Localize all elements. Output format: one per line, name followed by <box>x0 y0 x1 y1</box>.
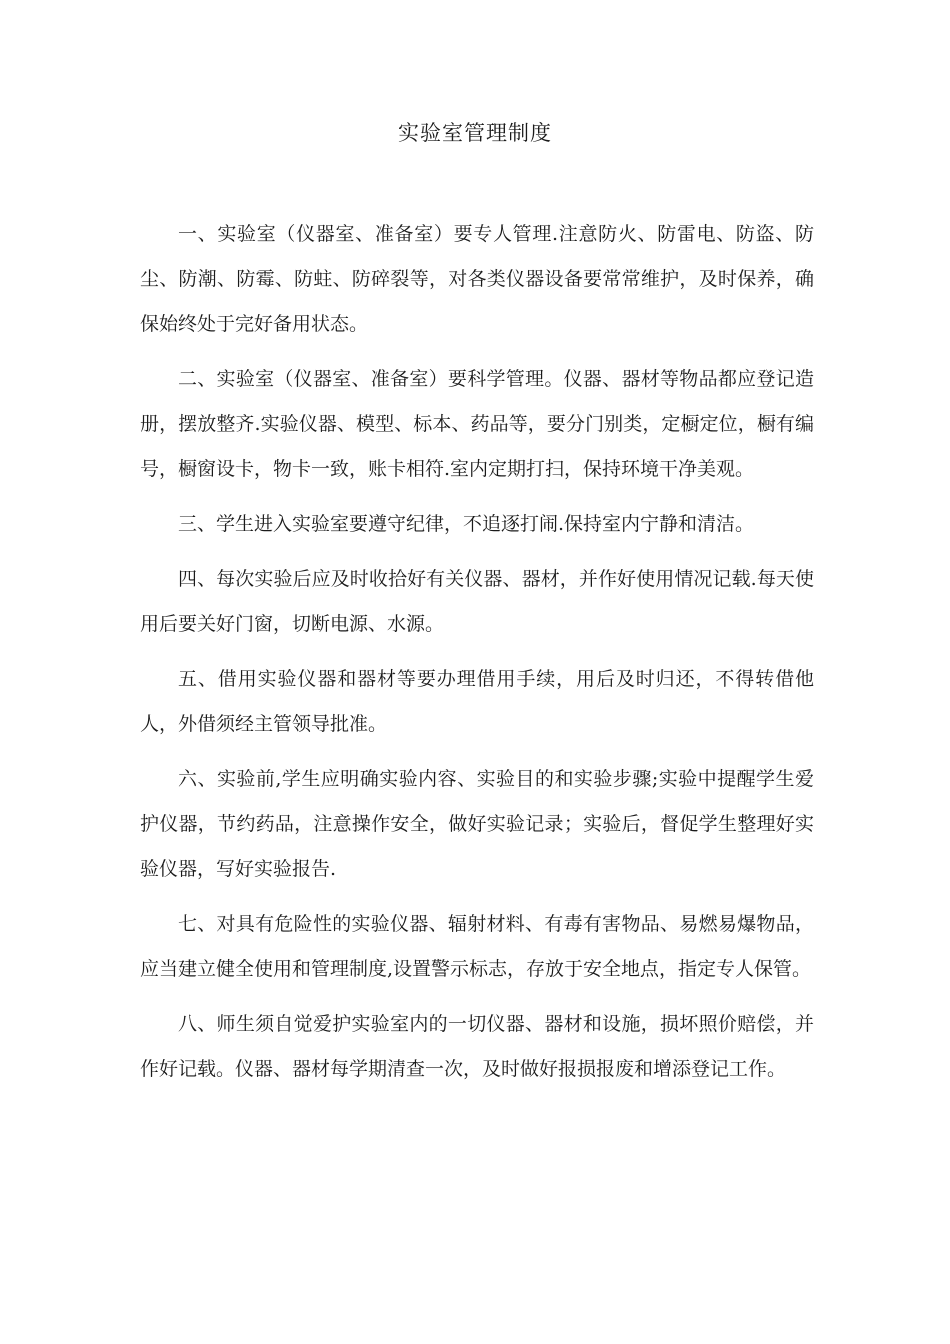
paragraph-8: 八、师生须自觉爱护实验室内的一切仪器、器材和设施，损坏照价赔偿，并作好记载。仪器、器材每学期清查一次，及时做好报损报废和增添登记工作。 <box>140 1013 814 1080</box>
paragraph-6: 六、实验前,学生应明确实验内容、实验目的和实验步骤;实验中提醒学生爱护仪器，节约药品，注意操作安全，做好实验记录；实验后，督促学生整理好实验仪器，写好实验报告. <box>140 768 814 880</box>
paragraph-5: 五、借用实验仪器和器材等要办理借用手续，用后及时归还，不得转借他人，外借须经主管领导批准。 <box>140 668 814 735</box>
paragraph-4: 四、每次实验后应及时收拾好有关仪器、器材，并作好使用情况记载.每天使用后要关好门窗，切断电源、水源。 <box>140 568 814 635</box>
paragraph-1: 一、实验室（仪器室、准备室）要专人管理.注意防火、防雷电、防盗、防尘、防潮、防霉、防蛀、防碎裂等，对各类仪器设备要常常维护，及时保养，确保始终处于完好备用状态。 <box>140 223 814 335</box>
paragraph-3: 三、学生进入实验室要遵守纪律，不追逐打闹.保持室内宁静和清洁。 <box>178 513 755 535</box>
document-title: 实验室管理制度 <box>398 121 552 145</box>
document-body <box>140 212 814 1102</box>
paragraph-7: 七、对具有危险性的实验仪器、辐射材料、有毒有害物品、易燃易爆物品，应当建立健全使用和管理制度,设置警示标志，存放于安全地点，指定专人保管。 <box>140 913 814 980</box>
paragraph-2: 二、实验室（仪器室、准备室）要科学管理。仪器、器材等物品都应登记造册，摆放整齐.实验仪器、模型、标本、药品等，要分门别类，定橱定位，橱有编号，橱窗设卡，物卡一致，账卡相符.室内定期打扫，保持环境干净美观。 <box>140 368 814 480</box>
